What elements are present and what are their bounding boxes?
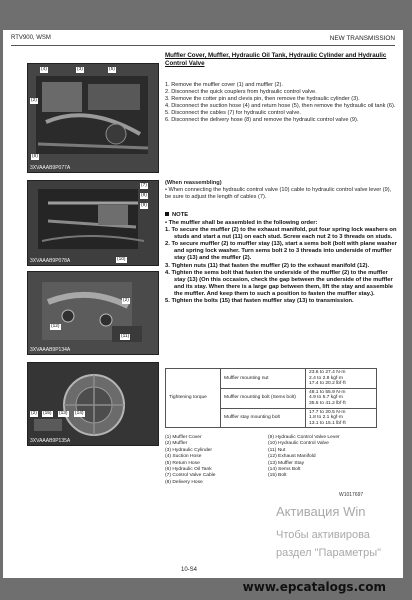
legend-item: (9) Hydraulic Control Valve Lever: [268, 435, 340, 440]
legend-item: (4) Suction Hose: [165, 454, 202, 460]
figure-control-valve: (7) (8) (9) (10) 3XVAAAB9P078A: [27, 180, 159, 266]
torque-values: [306, 408, 377, 428]
note-item: • The muffler shall be assembled in the following order:: [165, 220, 318, 226]
torque-value: 1.8 to 2.1 kgf·m: [309, 415, 343, 421]
page-number: 10-S4: [181, 567, 198, 573]
figure-code: 3XVAAAB9P135A: [30, 438, 71, 444]
step-item: 1. Remove the muffler cover (1) and muffler (2).: [165, 82, 283, 88]
torque-values: [306, 369, 377, 389]
note-list: [165, 220, 397, 305]
torque-value: 13.1 to 15.1 lbf·ft: [309, 420, 346, 426]
torque-label: Tightening torque: [166, 369, 221, 428]
activation-watermark-line2: Чтобы активирова: [276, 529, 370, 541]
step-item: 2. Disconnect the quick couplers from hydraulic control valve.: [165, 89, 317, 96]
footer-url[interactable]: www.epcatalogs.com: [242, 580, 386, 594]
step-item: 4. Disconnect the suction hose (4) and return hose (5), then remove the hydraulic oil tank (6).: [165, 103, 396, 110]
legend-item: (13) Muffler Stay: [268, 460, 305, 466]
legend-item: (15) Bolt: [268, 473, 287, 479]
legend-item: (3) Hydraulic Cylinder: [165, 447, 213, 453]
torque-table: [165, 368, 377, 428]
site-footer: [0, 578, 412, 600]
torque-item: Muffler mounting bolt (Sems bolt): [221, 388, 306, 408]
chapter-label: NEW TRANSMISSION: [329, 35, 395, 42]
parts-legend-right: [268, 435, 398, 480]
note-item: 4. Tighten the sems bolt that fasten the underside of the muffler (2) to the muffler stay (13) (On this occasion, check the gap between the underside of the muffler and its stay. When there is a large gap between them, lift the stay and assemble the muffler. And keep them to such a position to fasten the muffler stay.).: [165, 269, 393, 297]
document-id: W1017697: [339, 492, 364, 498]
legend-item: (2) Muffler: [165, 441, 188, 447]
note-item: 3. Tighten nuts (11) that fasten the muffler (2) to the exhaust manifold (12).: [165, 262, 370, 269]
figure-code: 3XVAAAB9P134A: [30, 347, 71, 353]
torque-value: 23.6 to 27.4 N·m: [309, 370, 346, 375]
figure-3-photo: [28, 272, 158, 354]
note-square-icon: [165, 212, 169, 216]
model-label: RTV900, WSM: [11, 35, 51, 41]
torque-item: Muffler stay mounting bolt: [221, 408, 306, 428]
figure-code: 3XVAAAB9P077A: [30, 165, 71, 171]
torque-value: 48.1 to 55.9 N·m: [309, 389, 346, 395]
reassembling-text: • When connecting the hydraulic control valve (10) cable to hydraulic control valve lever (9), be sure to adjust the length of cables (7).: [165, 187, 392, 201]
step-item: 3. Remove the cotter pin and clevis pin, then remove the hydraulic cylinder (3).: [165, 96, 360, 103]
legend-item: (12) Exhaust Manifold: [268, 454, 316, 460]
note-label: NOTE: [172, 212, 189, 218]
legend-item: (6) Hydraulic Oil Tank: [165, 467, 212, 473]
figure-2-photo: [28, 181, 158, 265]
figure-code: 3XVAAAB9P078A: [30, 258, 71, 264]
torque-value: 17.4 to 20.2 lbf·ft: [309, 381, 346, 387]
torque-item: Muffler mounting nut: [221, 369, 306, 389]
legend-item: (1) Muffler Cover: [165, 435, 202, 440]
torque-values: [306, 388, 377, 408]
torque-value: 4.9 to 5.7 kgf·m: [309, 395, 343, 401]
note-item: 2. To secure muffler (2) to muffler stay (13), start a sems bolt (bolt with plane washer and spring lock washer. Turn sems bolt 2 to 3 threads into underside of muffler stay (13) and the muffler (2).: [165, 241, 397, 262]
legend-item: (10) Hydraulic Control Valve: [268, 441, 329, 447]
note-item: 1. To secure the muffler (2) to the exhaust manifold, put four spring lock washers on studs and start a nut (11) on each stud. Screw each nut 2 to 3 threads on studs.: [165, 227, 397, 241]
torque-value: 2.4 to 2.8 kgf·m: [309, 375, 343, 381]
legend-item: (14) Sems Bolt: [268, 467, 301, 473]
torque-value: 35.5 to 41.2 lbf·ft: [309, 400, 346, 406]
torque-value: 17.7 to 20.5 N·m: [309, 409, 346, 415]
step-item: 6. Disconnect the delivery hose (8) and remove the hydraulic control valve (9).: [165, 117, 359, 124]
legend-item: (7) Control Valve Cable: [165, 473, 216, 479]
activation-watermark-line3: раздел "Параметры": [276, 547, 382, 559]
legend-item: (11) Nut: [268, 447, 286, 453]
manual-page: [3, 30, 403, 578]
figure-muffler-cover: (4) (3) (5) (2) (6) 3XVAAAB9P077A: [27, 63, 159, 173]
reassembling-block: [165, 180, 397, 201]
figure-muffler-stay: (2) (15) (13) (14) 3XVAAAB9P135A: [27, 362, 159, 446]
figure-4-photo: [28, 363, 158, 445]
note-heading: [165, 212, 188, 218]
activation-watermark-line1: Активация Win: [276, 504, 366, 519]
legend-item: (8) Delivery Hose: [165, 479, 203, 485]
note-item: 5. Tighten the bolts (15) that fasten muffler stay (13) to transmission.: [165, 298, 354, 305]
legend-item: (5) Return Hose: [165, 460, 200, 466]
section-title: Muffler Cover, Muffler, Hydraulic Oil Tank, Hydraulic Cylinder and Hydraulic Control Valve: [165, 52, 387, 67]
page-header: [11, 35, 395, 46]
figure-1-photo: [28, 64, 158, 172]
parts-legend-left: [165, 435, 270, 486]
removal-steps: [165, 82, 397, 125]
figure-exhaust-manifold: (2) (12) (11) 3XVAAAB9P134A: [27, 271, 159, 355]
step-item: 5. Disconnect the cables (7) for hydraulic control valve.: [165, 110, 301, 117]
reassembling-heading: (When reassembling): [165, 180, 222, 186]
